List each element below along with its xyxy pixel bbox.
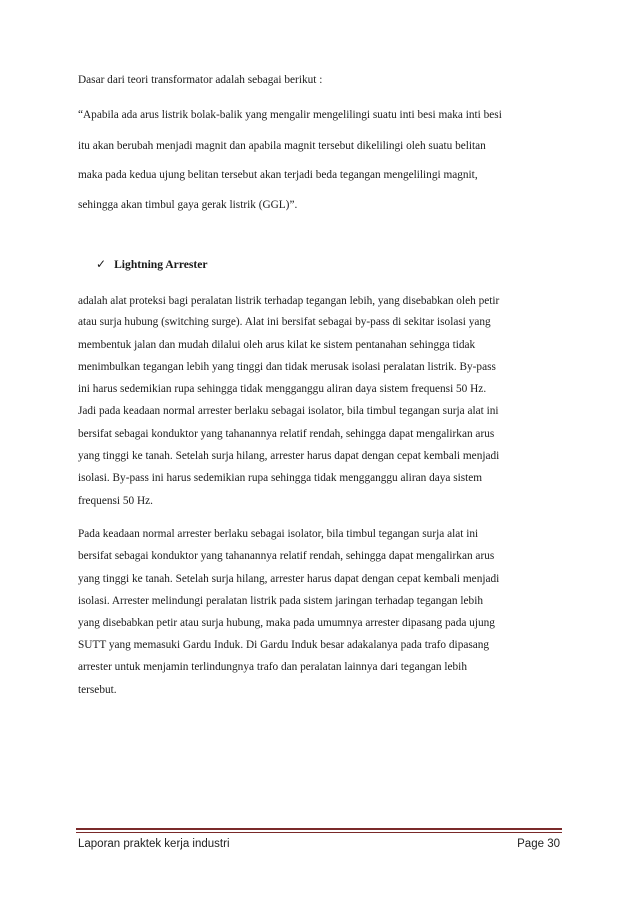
para3-line-6: SUTT yang memasuki Gardu Induk. Di Gardu Induk besar adakalanya pada trafo dipasang (78, 639, 490, 651)
para3-line-1: Pada keadaan normal arrester berlaku sebagai isolator, bila timbul tegangan surja alat ini (78, 528, 479, 540)
para3-line-2: bersifat sebagai konduktor yang tahanannya relatif rendah, sehingga dapat mengalirkan arus (78, 550, 495, 562)
para3-line-8: tersebut. (78, 684, 117, 696)
para2-line-4: menimbulkan tegangan lebih yang tinggi dan tidak merusak isolasi peralatan listrik. By-pass (78, 361, 496, 373)
para3-line-7: arrester untuk menjamin terlindungnya trafo dan peralatan lainnya dari tegangan lebih (78, 661, 467, 673)
para1-line-4: maka pada kedua ujung belitan tersebut akan terjadi beda tegangan mengelilingi magnit, (78, 169, 478, 181)
para2-line-6: Jadi pada keadaan normal arrester berlaku sebagai isolator, bila timbul tegangan surja alat ini (78, 405, 499, 417)
check-mark-icon: ✓ (96, 257, 107, 271)
footer-rule (76, 828, 562, 830)
para3-line-5: yang disebabkan petir atau surja hubung, maka pada umumnya arrester dipasang pada ujung (78, 617, 495, 629)
para2-line-10: frequensi 50 Hz. (78, 495, 153, 507)
para2-line-5: ini harus sedemikian rupa sehingga tidak mengganggu aliran daya sistem frequensi 50 Hz. (78, 383, 487, 395)
para2-line-2: atau surja hubung (switching surge). Alat ini bersifat sebagai by-pass di sekitar isolasi yang (78, 316, 491, 328)
footer-rule-thin (76, 832, 562, 833)
para2-line-9: isolasi. By-pass ini harus sedemikian rupa sehingga tidak mengganggu aliran daya sistem (78, 472, 483, 484)
para2-line-8: yang tinggi ke tanah. Setelah surja hilang, arrester harus dapat dengan cepat kembali menjadi (78, 450, 500, 462)
page-number: Page 30 (517, 838, 560, 850)
section-heading-text: Lightning Arrester (114, 257, 208, 271)
section-heading (96, 257, 208, 271)
para2-line-1: adalah alat proteksi bagi peralatan listrik terhadap tegangan lebih, yang disebabkan oleh petir (78, 295, 500, 307)
footer-title: Laporan praktek kerja industri (78, 838, 230, 850)
para1-line-2: “Apabila ada arus listrik bolak-balik yang mengalir mengelilingi suatu inti besi maka inti besi (78, 109, 502, 121)
para2-line-3: membentuk jalan dan mudah dilalui oleh arus kilat ke sistem pentanahan sehingga tidak (78, 339, 476, 351)
para1-line-5: sehingga akan timbul gaya gerak listrik (GGL)”. (78, 199, 298, 211)
para1-line-1: Dasar dari teori transformator adalah sebagai berikut : (78, 74, 323, 86)
para2-line-7: bersifat sebagai konduktor yang tahanannya relatif rendah, sehingga dapat mengalirkan arus (78, 428, 495, 440)
para3-line-4: isolasi. Arrester melindungi peralatan listrik pada sistem jaringan terhadap tegangan lebih (78, 595, 483, 607)
para3-line-3: yang tinggi ke tanah. Setelah surja hilang, arrester harus dapat dengan cepat kembali menjadi (78, 573, 500, 585)
para1-line-3: itu akan berubah menjadi magnit dan apabila magnit tersebut dikelilingi oleh suatu belitan (78, 140, 486, 152)
